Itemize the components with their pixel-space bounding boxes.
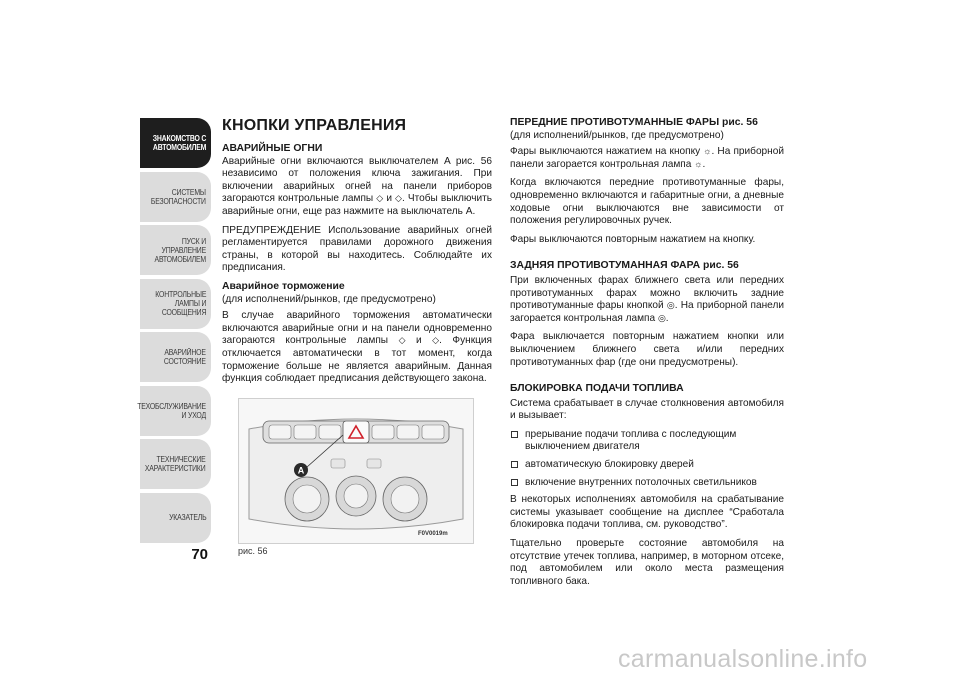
text-run: и bbox=[386, 193, 392, 205]
checkbox-bullet-icon bbox=[511, 431, 518, 438]
text-run: Аварийные огни включаются выключателем A рис. 56 независимо от положения ключа зажигания. При включении аварийных огней на панели приборов загораются контрольные лампы bbox=[222, 155, 492, 205]
turn-left-icon: ◇ bbox=[376, 193, 384, 204]
braking-subtitle: (для исполнений/рынков, где предусмотрено) bbox=[222, 293, 436, 305]
text-run: В случае аварийного торможения автоматически включаются аварийные огни и на панели одновременно загораются контрольные лампы bbox=[222, 310, 492, 347]
fuel-paragraph-3: Тщательно проверьте состояние автомобиля на отсутствие утечек топлива, например, в моторном отсеке, под автомобилем или около места размещения топливного бака. bbox=[510, 538, 784, 587]
list-item bbox=[510, 429, 784, 454]
tab-label: ТЕХОБСЛУЖИВАНИЕ И УХОД bbox=[137, 401, 206, 420]
braking-heading: Аварийное торможение bbox=[222, 280, 345, 292]
rear-fog-icon: ◎ bbox=[666, 300, 675, 311]
tab-label: АВАРИЙНОЕ СОСТОЯНИЕ bbox=[164, 348, 206, 366]
hazard-paragraph bbox=[222, 156, 492, 219]
text-run: . Чтобы выключить аварийные огни, еще раз нажмите на выключатель A. bbox=[222, 193, 492, 217]
front-fog-icon: ☼ bbox=[694, 158, 703, 169]
braking-paragraph bbox=[222, 310, 492, 386]
page-number: 70 bbox=[191, 546, 208, 563]
fuel-effects-list bbox=[510, 429, 784, 489]
figure-caption: рис. 56 bbox=[238, 546, 268, 556]
rear-fog-icon: ◎ bbox=[657, 312, 666, 323]
fuel-paragraph-1: Система срабатывает в случае столкновения автомобиля и вызывает: bbox=[510, 397, 784, 422]
figure-code: F0V0019m bbox=[418, 531, 448, 537]
tab-warning-lights[interactable] bbox=[140, 279, 211, 329]
text-run: . bbox=[665, 312, 669, 324]
list-item bbox=[510, 477, 784, 490]
tab-label: УКАЗАТЕЛЬ bbox=[168, 513, 206, 522]
control-panel-illustration bbox=[239, 399, 473, 543]
text-run: и bbox=[416, 335, 422, 347]
tab-label: СИСТЕМЫ БЕЗОПАСНОСТИ bbox=[151, 187, 206, 206]
chapter-tabs bbox=[137, 118, 211, 546]
text-run: . На приборной панели загорается контрольная лампа bbox=[510, 300, 784, 324]
front-fog-icon: ☼ bbox=[703, 146, 712, 157]
tab-label: ПУСК И УПРАВЛЕНИЕ АВТОМОБИЛЕМ bbox=[154, 236, 206, 264]
tab-emergency[interactable] bbox=[140, 332, 211, 382]
list-item-text: прерывание подачи топлива с последующим выключением двигателя bbox=[525, 428, 737, 453]
turn-left-icon: ◇ bbox=[398, 335, 406, 346]
right-column bbox=[510, 117, 784, 594]
fuel-paragraph-2: В некоторых исполнениях автомобиля на срабатывание системы указывает сообщение на дисплее “Сработала блокировка подачи топлива, см. руководство”. bbox=[510, 494, 784, 531]
turn-right-icon: ◇ bbox=[395, 193, 402, 204]
list-item-text: включение внутренних потолочных светильников bbox=[525, 476, 757, 488]
tab-safety[interactable] bbox=[140, 172, 211, 222]
text-run: При включенных фарах ближнего света или передних противотуманных фарах можно включить задние противотуманные фары кнопкой bbox=[510, 274, 784, 312]
fog-rear-paragraph-1 bbox=[510, 275, 784, 325]
tab-label: ЗНАКОМСТВО С АВТОМОБИЛЕМ bbox=[152, 134, 206, 152]
tab-index[interactable] bbox=[140, 493, 211, 543]
tab-intro[interactable] bbox=[140, 118, 211, 168]
left-column bbox=[222, 117, 492, 392]
fog-front-paragraph-2: Когда включаются передние противотуманные фары, одновременно включаются и габаритные огни, а дневные ходовые огни выключаются вне зависимости от положения регулировочных ручек. bbox=[510, 177, 784, 227]
dashboard-figure bbox=[238, 398, 474, 544]
warning-paragraph: ПРЕДУПРЕЖДЕНИЕ Использование аварийных огней регламентируется правилами дорожного движения страны, в которой вы находитесь. Соблюдайте их предписания. bbox=[222, 224, 492, 274]
callout-label-a: A bbox=[297, 465, 305, 476]
tab-specifications[interactable] bbox=[140, 439, 211, 489]
text-run: . bbox=[702, 158, 706, 170]
tab-label: ТЕХНИЧЕСКИЕ ХАРАКТЕРИСТИКИ bbox=[145, 455, 206, 473]
list-item-text: автоматическую блокировку дверей bbox=[525, 459, 694, 471]
tab-start-driving[interactable] bbox=[140, 225, 211, 275]
fog-rear-paragraph-2: Фара выключается повторным нажатием кнопки или выключением ближнего света и/или передних противотуманных фар (где они предусмотрены). bbox=[510, 331, 784, 368]
checkbox-bullet-icon bbox=[511, 461, 518, 468]
tab-maintenance[interactable] bbox=[137, 386, 211, 436]
fog-front-paragraph-1 bbox=[510, 146, 784, 171]
fuel-cutoff-heading: БЛОКИРОВКА ПОДАЧИ ТОПЛИВА bbox=[510, 383, 684, 395]
list-item bbox=[510, 459, 784, 472]
watermark: carmanualsonline.info bbox=[618, 645, 868, 673]
checkbox-bullet-icon bbox=[511, 479, 518, 486]
text-run: . Функция отключается автоматически в тот момент, когда торможение больше не является аварийным. Данная функция соблюдает предписания действующего закона. bbox=[222, 335, 492, 385]
fog-rear-heading: ЗАДНЯЯ ПРОТИВОТУМАННАЯ ФАРА рис. 56 bbox=[510, 260, 739, 272]
text-run: Фары выключаются нажатием на кнопку bbox=[510, 146, 701, 158]
fog-front-heading: ПЕРЕДНИЕ ПРОТИВОТУМАННЫЕ ФАРЫ рис. 56 bbox=[510, 117, 758, 128]
hazard-heading: АВАРИЙНЫЕ ОГНИ bbox=[222, 143, 323, 154]
fog-front-paragraph-3: Фары выключаются повторным нажатием на кнопку. bbox=[510, 233, 756, 245]
turn-right-icon: ◇ bbox=[432, 335, 440, 346]
fog-front-subtitle: (для исполнений/рынков, где предусмотрено) bbox=[510, 129, 724, 141]
text-run: . На приборной панели загорается контрольная лампа bbox=[510, 146, 784, 170]
section-title: КНОПКИ УПРАВЛЕНИЯ bbox=[222, 117, 407, 134]
tab-label: КОНТРОЛЬНЫЕ ЛАМПЫ И СООБЩЕНИЯ bbox=[155, 290, 206, 317]
